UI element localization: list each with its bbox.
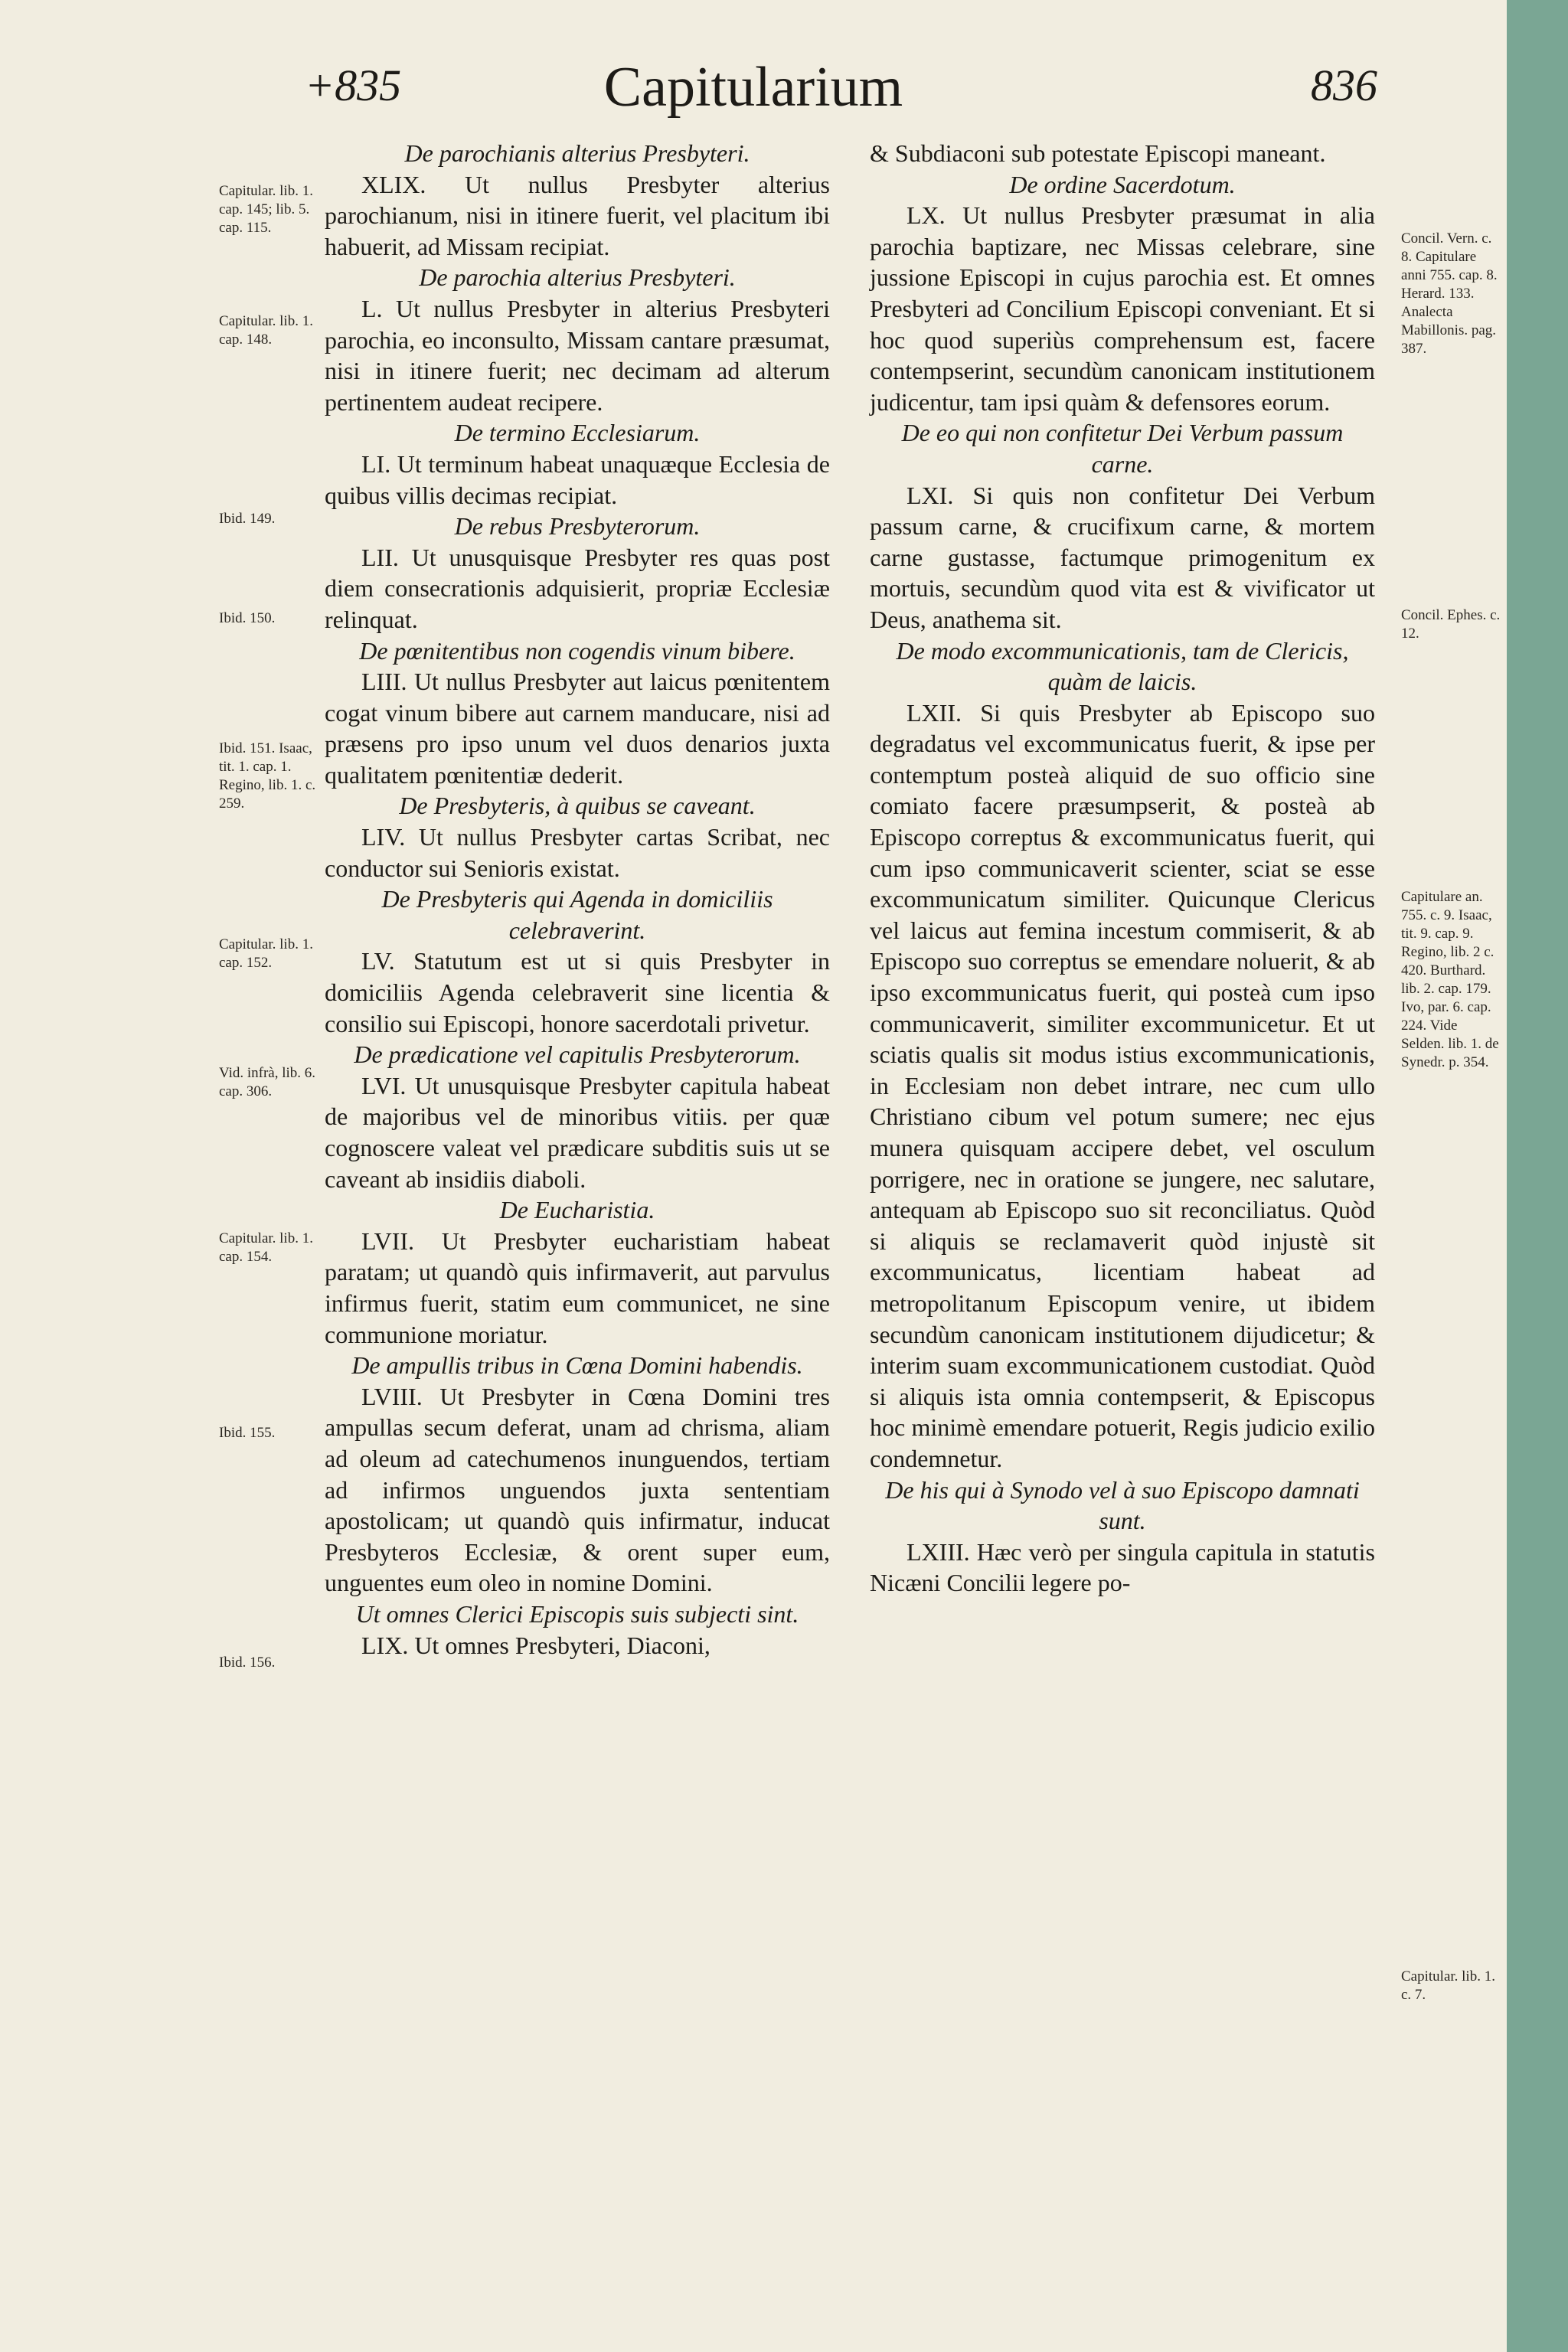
section-heading: De termino Ecclesiarum. [454,419,701,447]
section-heading: De eo qui non confitetur Dei Verbum passum carne. [901,419,1344,478]
margin-note: Capitular. lib. 1. cap. 152. [219,936,313,971]
margin-note: Ibid. 155. [219,1425,276,1441]
page-number-left: +835 [305,60,402,110]
margin-note: Capitular. lib. 1. cap. 154. [219,1230,313,1265]
running-title: Capitularium [603,56,903,119]
margin-note: Ibid. 151. Isaac, tit. 1. cap. 1. Regino, lib. 1. c. 259. [219,740,316,812]
paragraph: LXIII. Hæc verò per singula capitula in statutis Nicæni Concilii legere po- [870,1537,1375,1597]
margin-note: Ibid. 150. [219,610,276,626]
section-heading: De ordine Sacerdotum. [1009,170,1236,198]
section-heading: De rebus Presbyterorum. [454,512,701,541]
margin-note: Concil. Vern. c. 8. Capitulare anni 755. cap. 8. Herard. 133. Analecta Mabillonis. pag. 387. [1401,230,1498,357]
section-heading: De Presbyteris qui Agenda in domiciliis celebraverint. [381,885,773,944]
paragraph: LIV. Ut nullus Presbyter cartas Scribat, nec conductor sui Senioris existat. [325,823,830,882]
margin-note: Capitulare an. 755. c. 9. Isaac, tit. 9. cap. 9. Regino, lib. 2 c. 420. Burthard. lib. 2. cap. 179. Ivo, par. 6. cap. 224. Vide Selden. lib. 1. de Synedr. p. 354. [1401,889,1499,1070]
paragraph: LVII. Ut Presbyter eucharistiam habeat paratam; ut quandò quis infirmaverit, aut parvulus infirmus fuerit, statim eum communicet, ne sine communione moriatur. [325,1227,830,1348]
section-heading: De parochianis alterius Presbyteri. [404,139,750,167]
paragraph: LI. Ut terminum habeat unaquæque Ecclesia de quibus villis decimas recipiat. [325,449,830,509]
section-heading: De his qui à Synodo vel à suo Episcopo damnati sunt. [885,1475,1360,1535]
margin-note: Capitular. lib. 1. cap. 148. [219,313,313,348]
paragraph: LXII. Si quis Presbyter ab Episcopo suo degradatus vel excommunicatus fuerit, & ipse per contemptum posteà aliquid de suo officio sine comiato facere præsumpserit, & posteà ab Episcopo correptus & excommunicatus fuerit, qui cum ipso communicaverit scienter, sciat se esse excommunicatum similiter. Quicunque Clericus vel laicus aut femina incestum commiserit, & ab Episcopo suo correptus se emendare noluerit, & ab ipso excommunicatus fuerit, qui posteà cum ipso communicaverit, similiter excommunicetur. Et ut sciatis qualis sit modus istius excommunicationis, in Ecclesiam non debet intrare, nec cum ullo Christiano cibum vel potum sumere; nec ejus munera quisquam accipere debet, vel osculum porrigere, nec in oratione se jungere, nec salutare, antequam ab Episcopo suo sit reconciliatus. Quòd si aliquis se reclamaverit quòd injustè sit excommunicatus, licentiam habeat ad metropolitanum Episcopum venire, ut ibidem secundùm canonicam institutionem dijudicetur; & interim suam excommunicationem custodiat. Quòd si aliquis ista omnia contempserit, & Episcopus hoc minimè emendare potuerit, Regis judicio exilio condemnetur. [870,698,1375,1472]
page-number-right: 836 [1311,60,1377,110]
right-text-column [870,138,1375,1599]
margin-note: Concil. Ephes. c. 12. [1401,607,1501,642]
margin-note: Capitular. lib. 1. cap. 145; lib. 5. cap. 115. [219,183,313,236]
paragraph: LIX. Ut omnes Presbyteri, Diaconi, [361,1631,710,1659]
section-heading: De prædicatione vel capitulis Presbyterorum. [354,1040,801,1069]
paragraph: LVI. Ut unusquisque Presbyter capitula habeat de majoribus vel de minoribus vitiis. per quæ cognoscere valeat vel prædicare subditis suis ut se caveant ab insidiis diaboli. [325,1071,830,1193]
section-heading: De ampullis tribus in Cœna Domini habendis. [351,1351,803,1380]
section-heading: Ut omnes Clerici Episcopis suis subjecti sint. [355,1599,799,1628]
section-heading: De modo excommunicationis, tam de Clericis, quàm de laicis. [896,636,1349,696]
section-heading: De parochia alterius Presbyteri. [419,263,736,292]
left-text-column [325,138,830,1661]
section-heading: De pœnitentibus non cogendis vinum bibere. [359,636,795,665]
paragraph: LVIII. Ut Presbyter in Cœna Domini tres ampullas secum deferat, unam ad chrismа, aliam ad oleum ad catechumenos inunguendos, tertiam ad infirmos unguendos juxta sententiam apostolicam; ut quandò quis infirmatur, inducat Presbyteros Ecclesiæ, & orent super eum, unguentes eum oleo in nomine Domini. [325,1382,830,1597]
margin-note: Vid. infrà, lib. 6. cap. 306. [219,1065,316,1099]
paragraph: LII. Ut unusquisque Presbyter res quas post diem consecrationis adquisierit, propriæ Ecclesiæ relinquat. [325,543,830,633]
margin-note: Ibid. 156. [219,1655,276,1671]
paragraph: L. Ut nullus Presbyter in alterius Presbyteri parochia, eo inconsulto, Missam cantare præsumat, nisi in itinere fuerit; nec decimam ad alterum pertinentem audeat recipere. [325,294,830,416]
section-heading: De Presbyteris, à quibus se caveant. [399,792,756,820]
paragraph: & Subdiaconi sub potestate Episcopi maneant. [870,139,1326,167]
section-heading: De Eucharistia. [499,1196,655,1224]
margin-note: Capitular. lib. 1. c. 7. [1401,1968,1495,2003]
paragraph: LX. Ut nullus Presbyter præsumat in alia parochia baptizare, nec Missas celebrare, sine jussione Episcopi in cujus parochia est. Et omnes Presbyteri ad Concilium Episcopi conveniant. Et si hoc quod superiùs comprehensum est, facere contempserint, secundùm canonicam institutionem judicentur, tam ipsi quàm & defensores eorum. [870,201,1375,416]
paragraph: LV. Statutum est ut si quis Presbyter in domiciliis Agenda celebraverit sine licentia & consilio sui Episcopi, honore sacerdotali privetur. [325,947,830,1037]
paragraph: LXI. Si quis non confitetur Dei Verbum passum carne, & crucifixum carne, & mortem carne gustasse, factumque primogenitum ex mortuis, secundùm quod vita est & vivificator ut Deus, anathema sit. [870,481,1375,633]
margin-note: Ibid. 149. [219,511,276,527]
paragraph: XLIX. Ut nullus Presbyter alterius parochianum, nisi in itinere fuerit, vel placitum ibi habuerit, ad Missam recipiat. [325,170,830,260]
paragraph: LIII. Ut nullus Presbyter aut laicus pœnitentem cogat vinum bibere aut carnem manducare, nisi ad præsens pro ipso unum vel duos denarios juxta qualitatem pœnitentiæ dederit. [325,668,830,789]
